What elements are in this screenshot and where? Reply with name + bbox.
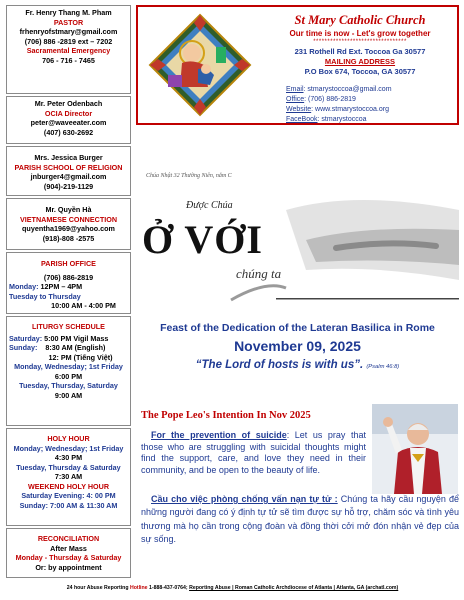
pope-photo	[372, 404, 458, 494]
feast-quote: “The Lord of hosts is with us”. (Psalm 46:8)	[195, 359, 400, 371]
facebook-row[interactable]: FaceBook: stmarystoccoa	[286, 116, 367, 123]
feast-section	[136, 322, 459, 371]
liturgy-sunday: Sunday: 8:30 AM (English)	[9, 343, 106, 352]
liturgy-mwf-label: Monday, Wednesday; 1st Friday	[14, 362, 123, 371]
emergency-phone: 706 - 716 - 7465	[42, 55, 95, 65]
ocia-role: OCIA Director	[44, 108, 93, 118]
church-tagline: Our time is now - Let's grow together	[289, 29, 431, 38]
reconciliation-line3: Or: by appointment	[35, 562, 102, 572]
school-phone: (904)-219-1129	[43, 181, 94, 191]
liturgy-mwf-time: 6:00 PM	[54, 371, 83, 381]
feast-date: November 09, 2025	[234, 338, 361, 354]
intention-vietnamese: Cầu cho việc phòng chống vấn nạn tự tử : Chúng ta hãy cầu nguyện để những người đang có ý định tự tử sẽ tìm được sự hỗ trợ, chăm sóc và tình yêu thương mà họ cần trong cộng đoàn và đồng thời cởi mở đón nhận vẻ đẹp của sự sống.	[141, 494, 460, 545]
ocia-email[interactable]: peter@waveeater.com	[30, 118, 107, 127]
office-row: Office: (706) 886-2819	[286, 96, 356, 103]
po-box: P.O Box 674, Toccoa, GA 30577	[304, 67, 416, 76]
reconciliation-line2: Monday - Thursday & Saturday	[15, 553, 122, 562]
office-tuesday-label: Tuesday to Thursday	[9, 291, 81, 301]
liturgy-sunday-vn: 12: PM (Tiếng Việt)	[48, 352, 113, 362]
email-row[interactable]: Email: stmarystoccoa@gmail.com	[286, 86, 392, 93]
sunday-banner	[136, 170, 459, 314]
church-info	[262, 13, 458, 77]
stars-divider: *********************************	[313, 39, 407, 45]
banner-small-text: Chúa Nhật 32 Thường Niên, năm C	[146, 173, 232, 179]
church-header	[136, 5, 459, 125]
stained-glass-image	[148, 13, 252, 117]
school-role: PARISH SCHOOL OF RELIGION	[14, 162, 123, 172]
school-email[interactable]: jnburger4@gmail.com	[30, 172, 107, 181]
office-title: PARISH OFFICE	[41, 259, 96, 268]
banner-sub-text: chúng ta	[236, 266, 282, 281]
reconciliation-line1: After Mass	[50, 543, 87, 553]
office-box	[6, 252, 131, 314]
holy-hour-tts-label: Tuesday, Thursday & Saturday	[16, 462, 121, 472]
reconciliation-title: RECONCILIATION	[37, 534, 100, 543]
website-row[interactable]: Website: www.stmarystoccoa.org	[286, 106, 389, 113]
hotline-label: Hotline	[129, 585, 148, 591]
weekend-saturday: Saturday Evening: 4: 00 PM	[21, 491, 116, 500]
church-contacts	[286, 85, 392, 125]
pastor-email[interactable]: frhenryofstmary@gmail.com	[19, 27, 118, 36]
vietnamese-email[interactable]: quyentha1969@yahoo.com	[22, 224, 115, 233]
pastor-phone: (706) 886 -2819 ext – 7202	[24, 36, 113, 46]
sidebar	[6, 5, 131, 580]
pastor-box	[6, 5, 131, 94]
banner-script-text: Được Chúa	[186, 200, 233, 211]
emergency-label: Sacramental Emergency	[26, 46, 111, 55]
school-box	[6, 146, 131, 196]
vietnamese-role: VIETNAMESE CONNECTION	[19, 214, 118, 224]
office-phone: (706) 886-2819	[43, 272, 94, 282]
holy-hour-mw-time: 4:30 PM	[54, 453, 83, 462]
abuse-reporting-footer: 24 hour Abuse Reporting Hotline 1-888-437-0764; Reporting Abuse | Roman Catholic Archdiocese of Atlanta | Atlanta, GA (archatl.com)	[66, 585, 399, 591]
feast-title: Feast of the Dedication of the Lateran Basilica in Rome	[160, 322, 435, 334]
weekend-sunday: Sunday: 7:00 AM & 11:30 AM	[19, 500, 118, 510]
intention-english: For the prevention of suicide: Let us pray that those who are struggling with suicidal thoughts might find the support, care, and love they need in their community, and be open to the beauty of life.	[141, 430, 366, 475]
liturgy-title: LITURGY SCHEDULE	[32, 322, 105, 331]
church-name: St Mary Catholic Church	[294, 13, 426, 27]
intention-heading: The Pope Leo's Intention In Nov 2025	[141, 410, 311, 421]
banner-big-text: Ở VỚI	[142, 217, 263, 262]
vietnamese-phone: (918)-808 -2575	[42, 233, 95, 243]
holy-hour-mw-label: Monday; Wednesday; 1st Friday	[13, 443, 124, 453]
weekend-holy-hour-title: WEEKEND HOLY HOUR	[27, 481, 110, 491]
office-tuesday-hours: 10:00 AM - 4:00 PM	[51, 301, 116, 310]
liturgy-tts-label: Tuesday, Thursday, Saturday	[19, 381, 118, 390]
pastor-role: PASTOR	[53, 17, 84, 27]
liturgy-tts-time: 9:00 AM	[54, 390, 83, 400]
vietnamese-name: Mr. Quyền Hà	[45, 205, 92, 214]
reporting-abuse-link[interactable]: Reporting Abuse | Roman Catholic Archdiocese of Atlanta | Atlanta, GA (archatl.com)	[189, 585, 399, 591]
liturgy-box	[6, 316, 131, 426]
vietnamese-box	[6, 198, 131, 250]
ocia-name: Mr. Peter Odenbach	[34, 99, 103, 108]
ocia-phone: (407) 630-2692	[43, 127, 94, 137]
street-address: 231 Rothell Rd Ext. Toccoa Ga 30577	[294, 47, 426, 56]
office-monday: Monday: 12PM – 4PM	[9, 282, 83, 291]
pastor-name: Fr. Henry Thang M. Pham	[25, 8, 112, 17]
holy-hour-title: HOLY HOUR	[47, 434, 90, 443]
mailing-address-label: MAILING ADDRESS	[324, 57, 396, 66]
liturgy-saturday: Saturday: 5:00 PM Vigil Mass	[9, 333, 109, 343]
reconciliation-box	[6, 528, 131, 578]
holy-hour-tts-time: 7:30 AM	[54, 472, 83, 481]
holy-hour-box	[6, 428, 131, 526]
school-name: Mrs. Jessica Burger	[34, 153, 103, 162]
feast-citation: (Psalm 46:8)	[366, 364, 400, 370]
ocia-box	[6, 96, 131, 144]
